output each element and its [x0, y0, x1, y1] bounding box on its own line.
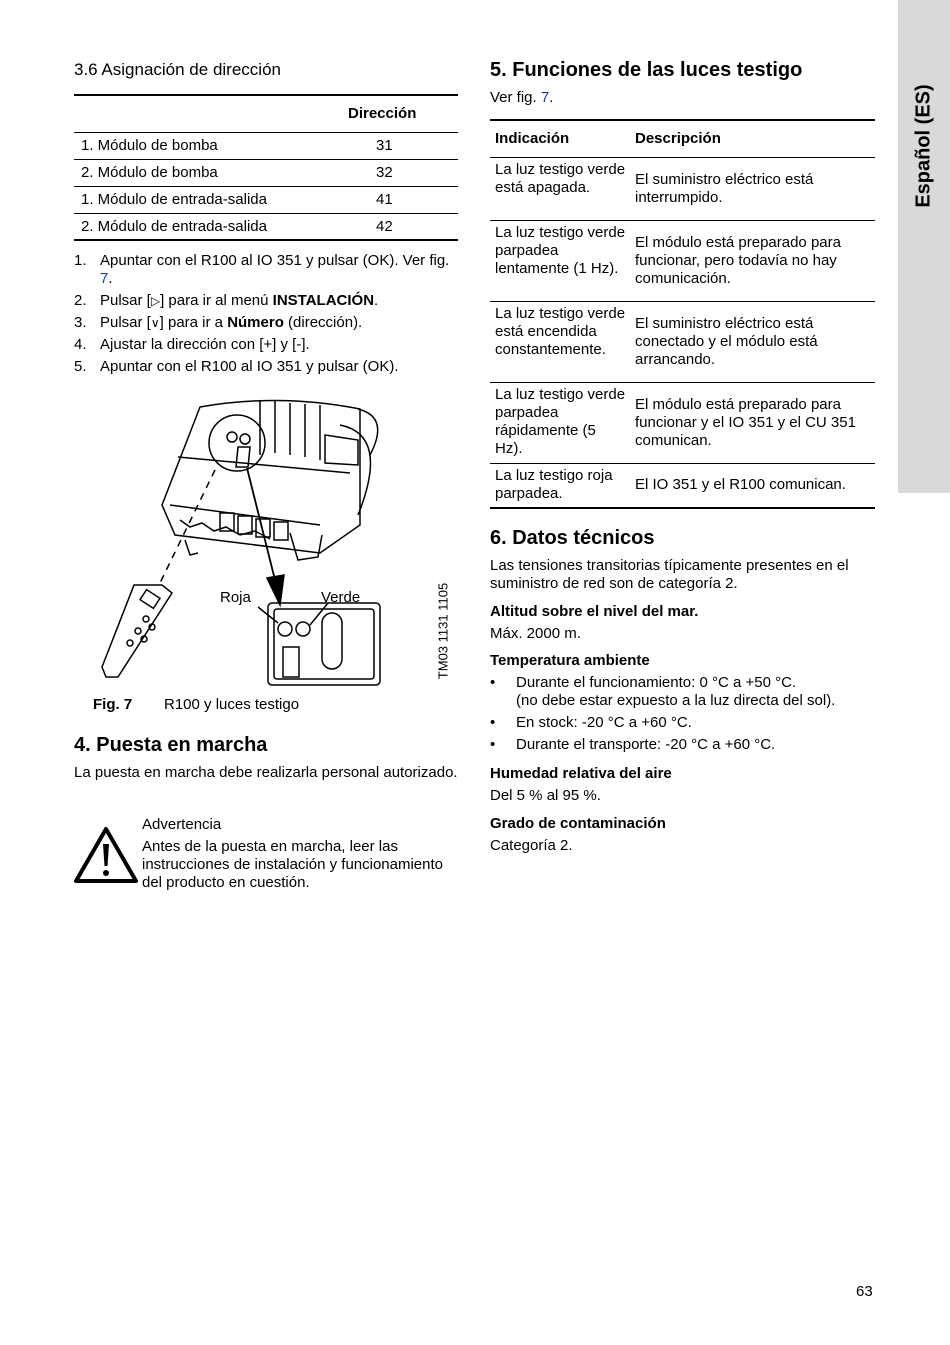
table-row: La luz testigo roja parpadea. El IO 351 y el R100 comunican.: [490, 463, 875, 508]
table-row: [74, 132, 458, 159]
row-label: 1. Módulo de entrada-salida: [81, 191, 267, 208]
table-row: La luz testigo verde parpadea rápidamente (5 Hz). El módulo está preparado para funcionar y el IO 351 y el CU 351 comunican.: [490, 382, 875, 463]
list-item: • Durante el funcionamiento: 0 °C a +50 °C. (no debe estar expuesto a la luz directa del sol).: [490, 674, 836, 709]
figure-caption-text: R100 y luces testigo: [164, 696, 300, 713]
warning-title: Advertencia: [142, 816, 222, 833]
row-value: 32: [376, 164, 393, 181]
table-row: La luz testigo verde está apagada. El suministro eléctrico está interrumpido.: [490, 157, 875, 220]
humidity-heading: Humedad relativa del aire: [490, 765, 672, 782]
row-label: 2. Módulo de entrada-salida: [81, 217, 267, 235]
page-number: 63: [856, 1283, 873, 1300]
step-item: 3. Pulsar [∨] para ir a Número (dirección).: [74, 314, 363, 331]
step-item: 5. Apuntar con el R100 al IO 351 y pulsar (OK).: [74, 358, 399, 375]
indicator-col-header: Indicación: [495, 130, 570, 148]
list-item: • En stock: -20 °C a +60 °C.: [490, 714, 692, 731]
indicator-detail-box: [268, 603, 380, 685]
address-steps: [74, 252, 458, 380]
row-label: 1. Módulo de bomba: [81, 137, 218, 154]
language-tab: [898, 0, 950, 493]
warning-icon: [73, 826, 139, 884]
row-value: 42: [376, 217, 393, 235]
red-light-icon: [278, 622, 292, 636]
section-5-title: 5. Funciones de las luces testigo: [490, 59, 803, 81]
description-col-header: Descripción: [635, 130, 721, 148]
table-row: [74, 186, 458, 213]
step-item: 4. Ajustar la dirección con [+] y [-].: [74, 336, 310, 353]
temperature-heading: Temperatura ambiente: [490, 652, 650, 669]
figure-7-illustration: [90, 395, 470, 695]
io351-module-outline: [162, 400, 360, 553]
language-tab-label: Español (ES): [912, 84, 935, 208]
table-row: La luz testigo verde está encendida constantemente. El suministro eléctrico está conectado y el módulo está arrancando.: [490, 301, 875, 382]
altitude-heading: Altitud sobre el nivel del mar.: [490, 603, 699, 620]
temperature-list: [490, 674, 875, 758]
step-item: 1. Apuntar con el R100 al IO 351 y pulsar (OK). Ver fig. 7.: [74, 252, 450, 287]
section-4-body: La puesta en marcha debe realizarla personal autorizado.: [74, 764, 458, 781]
fig-link[interactable]: 7: [540, 89, 550, 106]
row-value: 31: [376, 137, 393, 154]
right-arrow-symbol: ▷: [150, 294, 161, 308]
row-value: 41: [376, 191, 393, 208]
table-row: [74, 213, 458, 240]
label-red: Roja: [220, 589, 251, 606]
step-item: 2. Pulsar [▷] para ir al menú INSTALACIÓN.: [74, 292, 379, 309]
contamination-value: Categoría 2.: [490, 837, 573, 854]
contamination-heading: Grado de contaminación: [490, 815, 666, 832]
altitude-value: Máx. 2000 m.: [490, 625, 581, 642]
row-label: 2. Módulo de bomba: [81, 164, 218, 181]
section-6-title: 6. Datos técnicos: [490, 527, 655, 549]
figure-code: TM03 1131 1105: [435, 582, 451, 680]
warning-text: Antes de la puesta en marcha, leer las instrucciones de instalación y funcionamiento del producto en cuestión.: [142, 838, 444, 891]
r100-remote-icon: [102, 585, 172, 677]
fig-link[interactable]: 7: [100, 270, 109, 287]
address-table: [74, 94, 458, 241]
down-arrow-symbol: ∨: [150, 316, 160, 330]
indicator-table: [490, 119, 875, 509]
green-light-icon: [296, 622, 310, 636]
list-item: • Durante el transporte: -20 °C a +60 °C.: [490, 736, 776, 753]
table-row: La luz testigo verde parpadea lentamente (1 Hz). El módulo está preparado para funcionar, pero todavía no hay comunicación.: [490, 220, 875, 301]
section-6-intro: Las tensiones transitorias típicamente presentes en el suministro de red son de categoría 2.: [490, 557, 849, 592]
table-row: [74, 159, 458, 186]
section-5-see-fig: Ver fig. 7.: [490, 89, 554, 106]
section-3-6-title: 3.6 Asignación de dirección: [74, 60, 281, 79]
section-4-title: 4. Puesta en marcha: [74, 734, 268, 756]
humidity-value: Del 5 % al 95 %.: [490, 787, 601, 804]
label-green: Verde: [321, 589, 361, 606]
address-col-header: Dirección: [348, 105, 417, 123]
figure-caption-number: Fig. 7: [93, 696, 133, 713]
